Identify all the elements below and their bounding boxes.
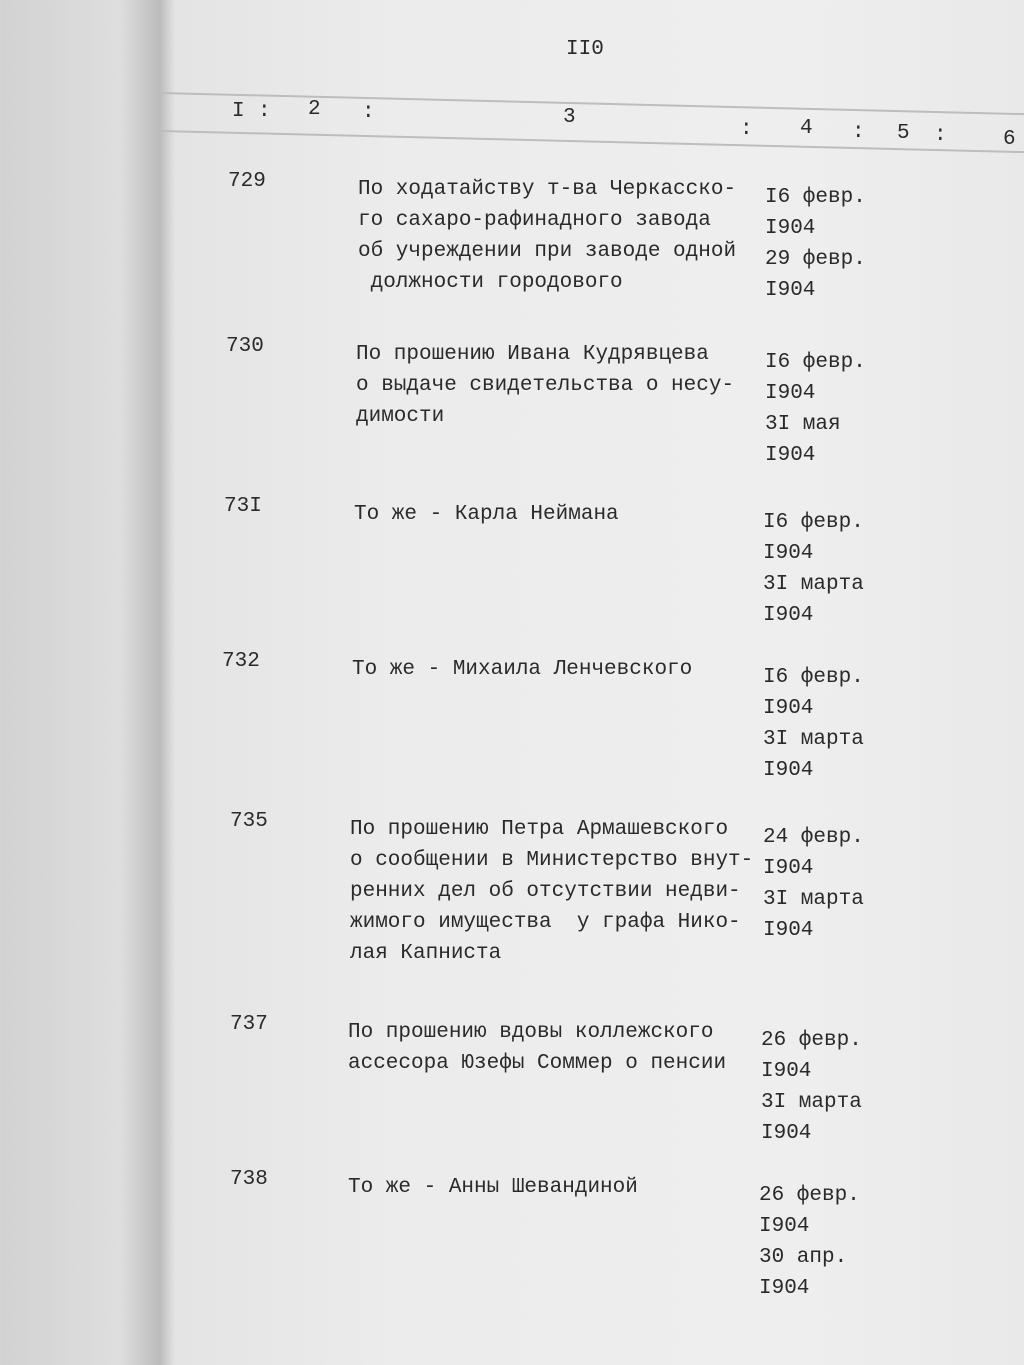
entry-description (348, 1172, 638, 1203)
col-2: 2 (308, 98, 321, 121)
date-line: 3I марта (763, 573, 864, 596)
description-line: По ходатайству т-ва Черкасско- (358, 178, 737, 201)
description-line: об учреждении при заводе одной (358, 240, 737, 263)
date-line: I904 (763, 604, 814, 627)
date-line: 26 февр. (759, 1184, 860, 1207)
header-rule-bottom (160, 130, 1024, 153)
date-line: 26 февр. (761, 1029, 862, 1052)
col-sep: : (934, 124, 947, 147)
entry-number: 737 (230, 1013, 268, 1036)
col-3: 3 (563, 106, 576, 129)
col-4: 4 (800, 117, 813, 140)
col-sep: : (852, 121, 865, 144)
date-line: I6 февр. (765, 351, 866, 374)
description-line: лая Капниста (350, 942, 502, 965)
date-line: I904 (761, 1060, 812, 1083)
description-line: должности городового (358, 271, 623, 294)
date-line: I904 (759, 1277, 810, 1300)
date-line: 24 февр. (763, 826, 864, 849)
entry-dates (759, 1180, 860, 1304)
description-line: жимого имущества у графа Нико- (350, 911, 741, 934)
col-6: 6 (1003, 128, 1016, 151)
date-line: 29 февр. (765, 248, 866, 271)
date-line: I904 (763, 857, 814, 880)
date-line: 3I марта (763, 888, 864, 911)
entry-number: 73I (224, 495, 262, 518)
entry-number: 732 (222, 650, 260, 673)
entry-description (358, 174, 736, 298)
date-line: I904 (765, 382, 816, 405)
date-line: I904 (763, 759, 814, 782)
date-line: I904 (763, 697, 814, 720)
description-line: о сообщении в Министерство внут- (350, 849, 754, 872)
entry-dates (765, 182, 866, 306)
date-line: I904 (763, 542, 814, 565)
date-line: I6 февр. (763, 666, 864, 689)
description-line: По прошению вдовы коллежского (348, 1021, 714, 1044)
col-5: 5 (897, 122, 910, 145)
entry-dates (761, 1025, 862, 1149)
entry-number: 738 (230, 1168, 268, 1191)
description-line: То же - Карла Неймана (354, 503, 619, 526)
entry-number: 729 (228, 170, 266, 193)
description-line: димости (356, 405, 445, 428)
date-line: 30 апр. (759, 1246, 848, 1269)
entry-description (350, 814, 753, 969)
description-line: ассесора Юзефы Соммер о пенсии (348, 1052, 727, 1075)
date-line: I6 февр. (765, 186, 866, 209)
date-line: I904 (763, 919, 814, 942)
page-number: II0 (566, 38, 604, 61)
entry-description (348, 1017, 726, 1079)
entry-dates (763, 822, 864, 946)
date-line: 3I марта (761, 1091, 862, 1114)
col-sep: : (258, 100, 271, 123)
date-line: I6 февр. (763, 511, 864, 534)
entry-description (354, 499, 619, 530)
description-line: ренних дел об отсутствии недви- (350, 880, 741, 903)
col-sep: : (740, 118, 753, 141)
col-sep: : (362, 101, 375, 124)
entry-number: 730 (226, 335, 264, 358)
date-line: I904 (759, 1215, 810, 1238)
description-line: По прошению Ивана Кудрявцева (356, 343, 709, 366)
entry-dates (763, 662, 864, 786)
description-line: о выдаче свидетельства о несу- (356, 374, 735, 397)
description-line: го сахаро-рафинадного завода (358, 209, 711, 232)
header-rule-top (160, 92, 1024, 115)
entry-dates (765, 347, 866, 471)
date-line: I904 (765, 217, 816, 240)
description-line: То же - Михаила Ленчевского (352, 658, 693, 681)
description-line: То же - Анны Шевандиной (348, 1176, 638, 1199)
col-1: I (232, 100, 245, 123)
entry-description (356, 339, 734, 432)
description-line: По прошению Петра Армашевского (350, 818, 729, 841)
date-line: I904 (761, 1122, 812, 1145)
date-line: I904 (765, 279, 816, 302)
entry-dates (763, 507, 864, 631)
date-line: 3I марта (763, 728, 864, 751)
entry-number: 735 (230, 810, 268, 833)
date-line: I904 (765, 444, 816, 467)
entry-description (352, 654, 692, 685)
date-line: 3I мая (765, 413, 841, 436)
